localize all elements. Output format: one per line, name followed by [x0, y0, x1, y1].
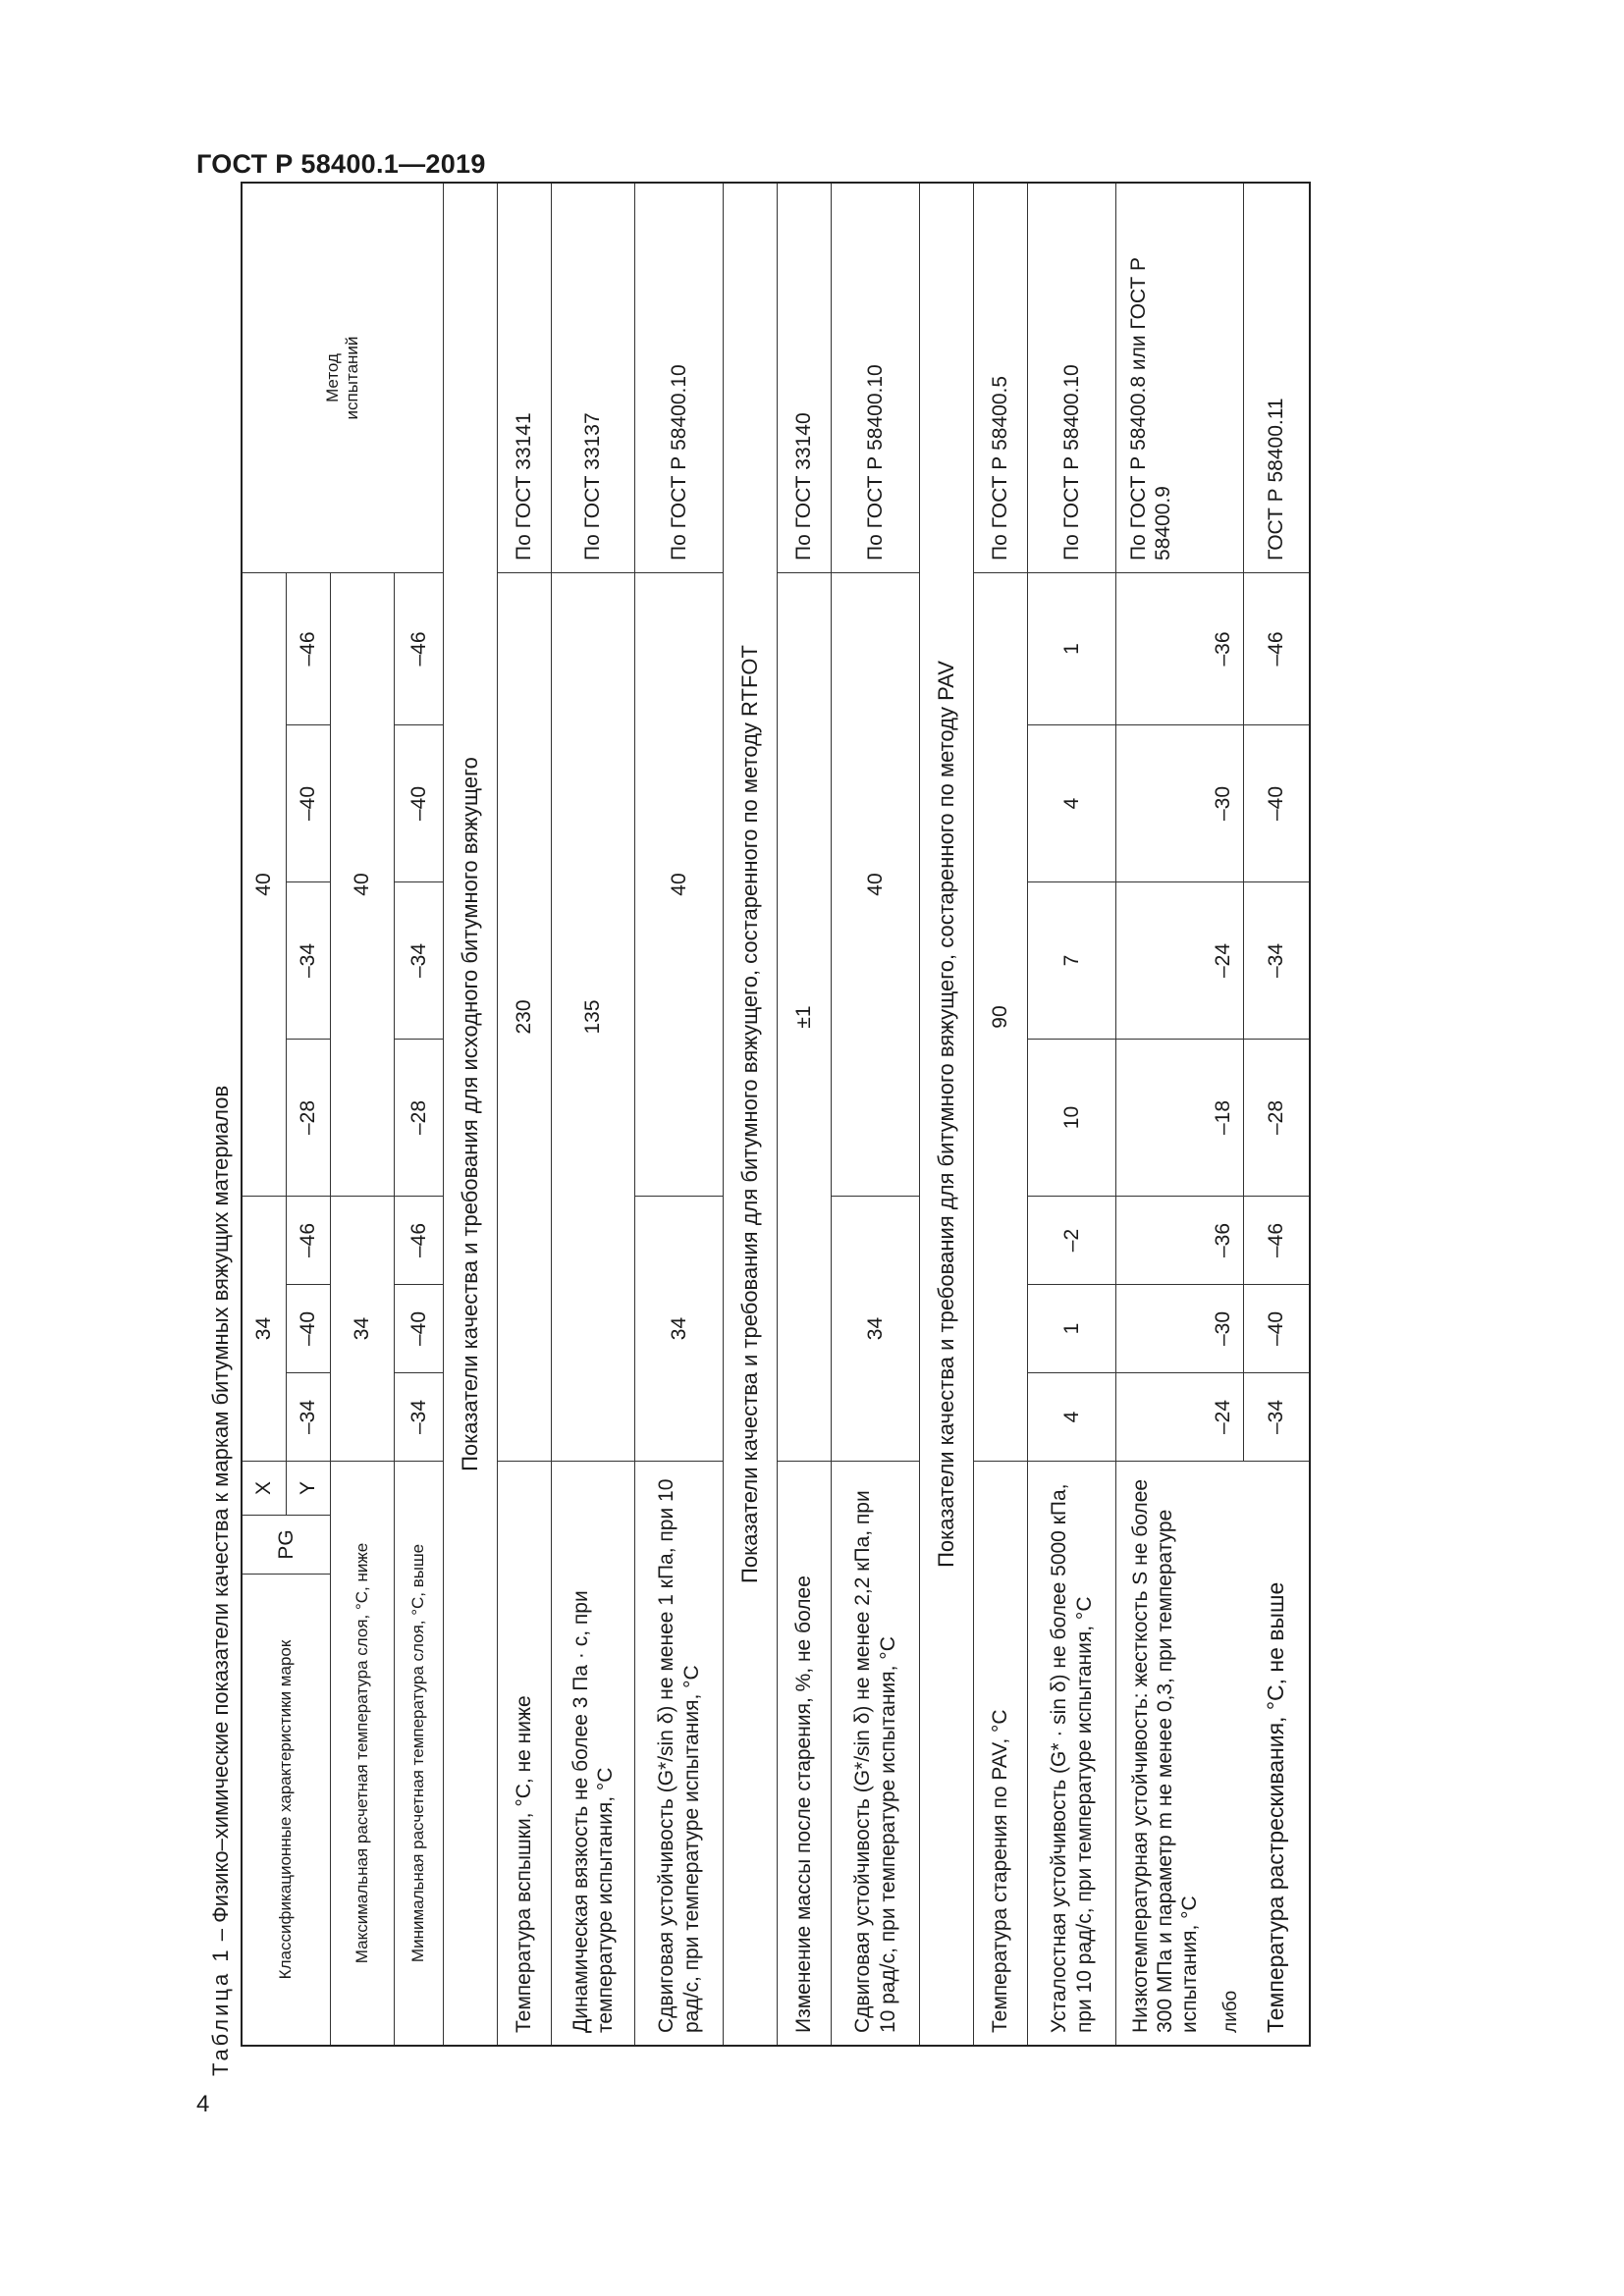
mass-value: ±1 [778, 572, 832, 1461]
method-header [243, 184, 444, 572]
y-header: Y [287, 1461, 331, 1515]
mass-method: По ГОСТ 33140 [778, 184, 832, 572]
min-temp-header: Минимальная расчетная температура слоя, °C, выше [395, 1461, 444, 2045]
classification-header: Классификационные характеристики марок [243, 1574, 331, 2045]
min-temp-5: –34 [395, 881, 444, 1039]
either-label: либо [1219, 1461, 1244, 2045]
page-number: 4 [196, 2091, 210, 2117]
min-temp-7: –46 [395, 572, 444, 724]
lowtemp-value-6: –30 [1116, 724, 1244, 881]
y-value-7: –46 [287, 572, 331, 724]
viscosity-value: 135 [552, 572, 635, 1461]
rotated-table-page [201, 167, 1316, 2076]
y-value-5: –34 [287, 881, 331, 1039]
table-caption-text: – Физико–химические показатели качества к маркам битумных вяжущих материалов [208, 1085, 233, 1948]
fatigue-value-6: 4 [1028, 724, 1116, 881]
shear2-value-40: 40 [832, 572, 920, 1196]
max-temp-34: 34 [331, 1196, 395, 1461]
crack-value-1: –34 [1244, 1372, 1309, 1461]
mass-label: Изменение массы после старения, %, не более [778, 1461, 832, 2045]
flash-label: Температура вспышки, °C, не ниже [498, 1461, 552, 2045]
pav-temp-method: По ГОСТ Р 58400.5 [974, 184, 1028, 572]
section-original: Показатели качества и требования для исходного битумного вяжущего [444, 184, 498, 2045]
max-temp-40: 40 [331, 572, 395, 1196]
y-value-1: –34 [287, 1372, 331, 1461]
pg-header: PG [243, 1515, 331, 1574]
method-header-line1: Метод [322, 353, 342, 402]
lowtemp-method: По ГОСТ Р 58400.8 или ГОСТ Р 58400.9 [1116, 184, 1244, 572]
shear2-label: Сдвиговая устойчивость (G*/sin δ) не менее 2,2 кПа, при 10 рад/с, при температуре испытания, °C [832, 1461, 920, 2045]
crack-method: ГОСТ Р 58400.11 [1265, 398, 1288, 561]
y-value-3: –46 [287, 1196, 331, 1284]
crack-label: Температура растрескивания, °C, не выше [1244, 1461, 1309, 2045]
pg-40-header: 40 [243, 572, 287, 1196]
pg-34-header: 34 [243, 1196, 287, 1461]
quality-table [241, 182, 1311, 2047]
shear2-value-34: 34 [832, 1196, 920, 1461]
y-value-2: –40 [287, 1284, 331, 1372]
viscosity-label: Динамическая вязкость не более 3 Па · с, при температуре испытания, °C [552, 1461, 635, 2045]
shear1-value-34: 34 [635, 1196, 724, 1461]
flash-method: По ГОСТ 33141 [498, 184, 552, 572]
lowtemp-value-2: –30 [1116, 1284, 1244, 1372]
pav-temp-label: Температура старения по PAV, °C [974, 1461, 1028, 2045]
shear1-method: По ГОСТ Р 58400.10 [635, 184, 724, 572]
lowtemp-value-5: –24 [1116, 881, 1244, 1039]
min-temp-4: –28 [395, 1039, 444, 1196]
min-temp-2: –40 [395, 1284, 444, 1372]
fatigue-label: Усталостная устойчивость (G* · sin δ) не более 5000 кПа, при 10 рад/с, при температуре испытания, °C [1028, 1461, 1116, 2045]
flash-value: 230 [498, 572, 552, 1461]
y-value-6: –40 [287, 724, 331, 881]
min-temp-3: –46 [395, 1196, 444, 1284]
section-rtfot: Показатели качества и требования для битумного вяжущего, состаренного по методу RTFOT [724, 184, 778, 2045]
crack-value-3: –46 [1244, 1196, 1309, 1284]
min-temp-1: –34 [395, 1372, 444, 1461]
lowtemp-value-1: –24 [1116, 1372, 1244, 1461]
method-header-line2: испытаний [343, 336, 361, 420]
fatigue-value-4: 10 [1028, 1039, 1116, 1196]
section-pav: Показатели качества и требования для битумного вяжущего, состаренного по методу PAV [920, 184, 974, 2045]
table-caption [201, 1086, 241, 2076]
fatigue-method: По ГОСТ Р 58400.10 [1028, 184, 1116, 572]
lowtemp-label: Низкотемпературная устойчивость: жесткость S не более 300 МПа и параметр m не менее 0,3, при температуре испытания, °C [1116, 1461, 1219, 2045]
lowtemp-value-3: –36 [1116, 1196, 1244, 1284]
fatigue-value-1: 4 [1028, 1372, 1116, 1461]
crack-value-5: –34 [1244, 881, 1309, 1039]
max-temp-header: Максимальная расчетная температура слоя, °C, ниже [331, 1461, 395, 2045]
viscosity-method: По ГОСТ 33137 [552, 184, 635, 572]
crack-value-7: –46 [1244, 572, 1309, 724]
lowtemp-value-7: –36 [1116, 572, 1244, 724]
y-value-4: –28 [287, 1039, 331, 1196]
fatigue-value-3: –2 [1028, 1196, 1116, 1284]
shear2-method: По ГОСТ Р 58400.10 [832, 184, 920, 572]
fatigue-value-2: 1 [1028, 1284, 1116, 1372]
lowtemp-value-4: –18 [1116, 1039, 1244, 1196]
fatigue-value-7: 1 [1028, 572, 1116, 724]
fatigue-value-5: 7 [1028, 881, 1116, 1039]
shear1-value-40: 40 [635, 572, 724, 1196]
table-caption-label: Таблица 1 [208, 1947, 233, 2076]
min-temp-6: –40 [395, 724, 444, 881]
crack-value-4: –28 [1244, 1039, 1309, 1196]
document-code: ГОСТ Р 58400.1—2019 [196, 149, 486, 179]
crack-value-2: –40 [1244, 1284, 1309, 1372]
x-header: X [243, 1461, 287, 1515]
crack-value-6: –40 [1244, 724, 1309, 881]
shear1-label: Сдвиговая устойчивость (G*/sin δ) не менее 1 кПа, при 10 рад/с, при температуре испытания, °C [635, 1461, 724, 2045]
pav-temp-value: 90 [974, 572, 1028, 1461]
